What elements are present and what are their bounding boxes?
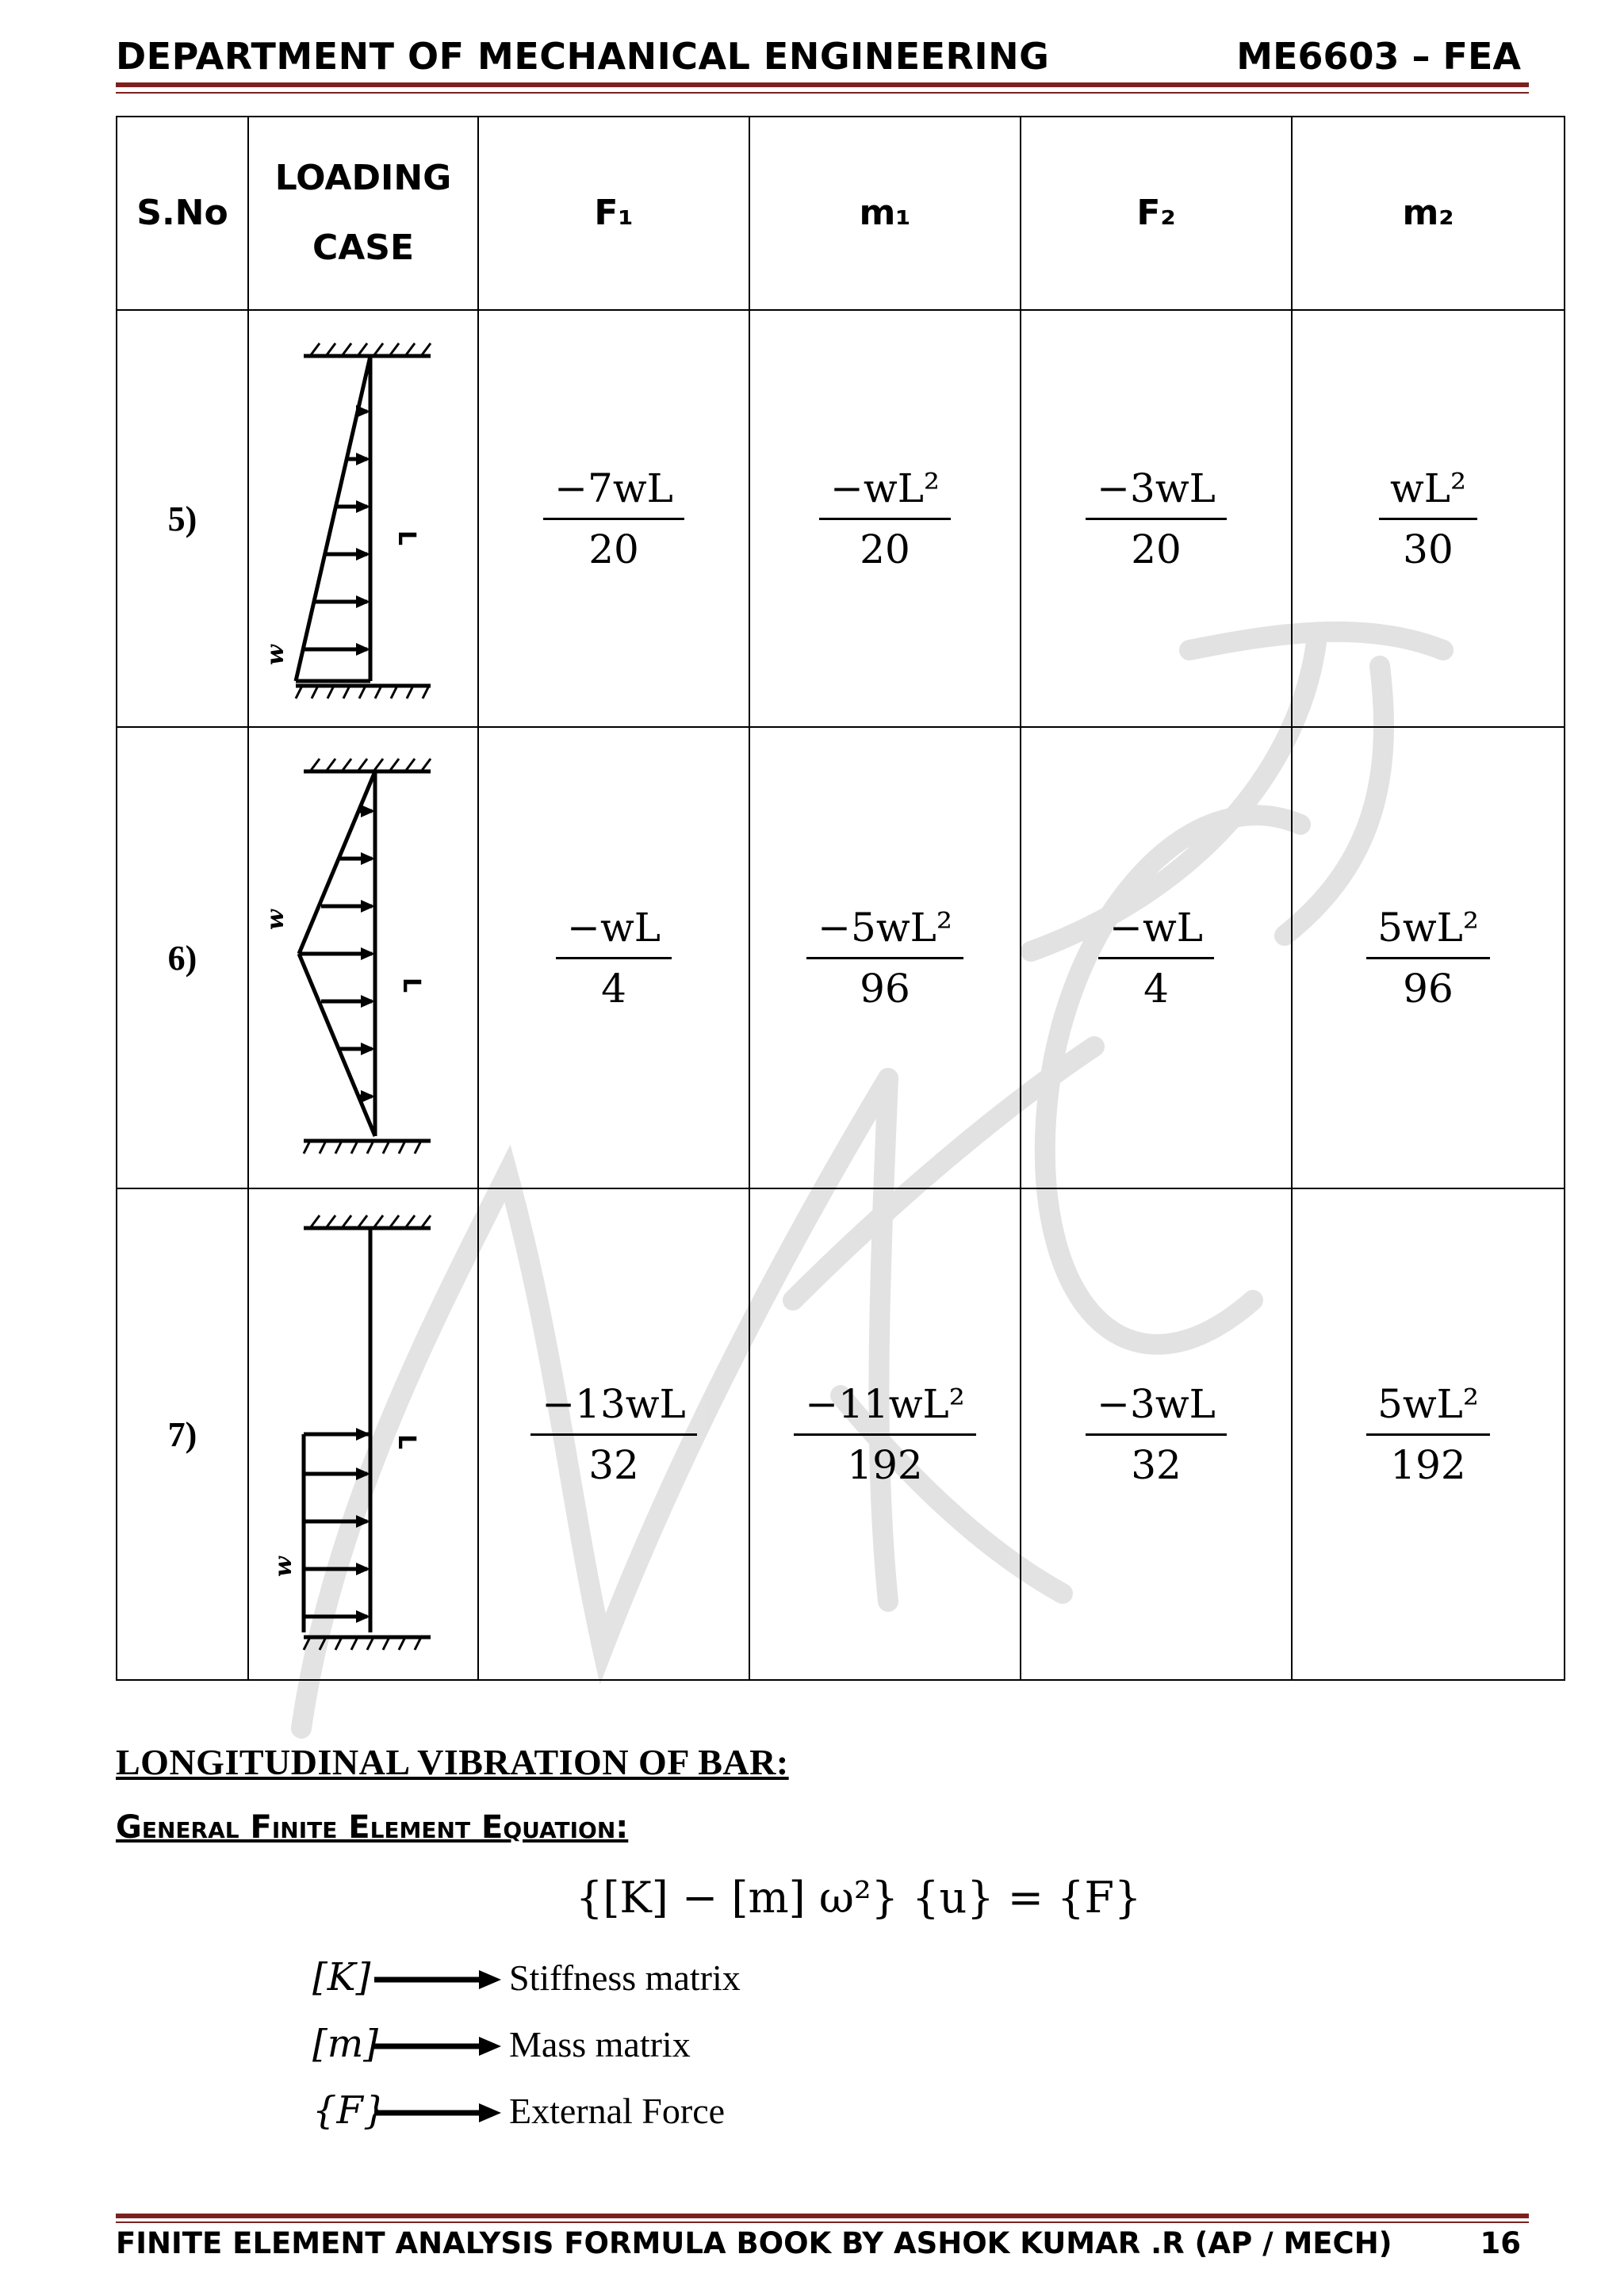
value-m2 bbox=[1292, 727, 1565, 1188]
header-m1: m₁ bbox=[749, 117, 1021, 310]
arrow-right-icon bbox=[374, 2034, 501, 2058]
f1-denominator: 4 bbox=[601, 965, 626, 1012]
value-m1 bbox=[749, 310, 1021, 727]
f1-numerator: −wL bbox=[556, 905, 672, 959]
footer-rule-thin bbox=[116, 2221, 1529, 2223]
department-title: DEPARTMENT OF MECHANICAL ENGINEERING bbox=[116, 35, 1050, 78]
row-sno: 5) bbox=[117, 310, 248, 727]
value-f2 bbox=[1021, 1188, 1292, 1680]
f2-numerator: −3wL bbox=[1086, 465, 1227, 520]
loading-diagram-triangular bbox=[248, 310, 478, 727]
f2-denominator: 20 bbox=[1131, 526, 1182, 572]
header-case: CASE bbox=[312, 228, 415, 268]
footer-text: FINITE ELEMENT ANALYSIS FORMULA BOOK BY ASHOK KUMAR .R (AP / MECH) bbox=[116, 2226, 1392, 2260]
value-m2 bbox=[1292, 1188, 1565, 1680]
table-row bbox=[117, 727, 1565, 1188]
m1-numerator: −wL² bbox=[819, 465, 951, 520]
length-l-label: L bbox=[393, 530, 420, 546]
legend-symbol: [m] bbox=[312, 2022, 378, 2066]
f1-denominator: 32 bbox=[588, 1441, 639, 1488]
header-f1: F₁ bbox=[478, 117, 749, 310]
value-f1 bbox=[478, 727, 749, 1188]
header-sno: S.No bbox=[117, 117, 248, 310]
legend-meaning: Mass matrix bbox=[509, 2024, 691, 2064]
triangular-load-figure bbox=[262, 332, 454, 705]
m1-numerator: −5wL² bbox=[806, 905, 963, 959]
f2-numerator: −wL bbox=[1098, 905, 1214, 959]
load-w-label: w bbox=[262, 645, 289, 665]
section-subheading-general-fe-equation: General Finite Element Equation: bbox=[116, 1809, 629, 1846]
arrow-right-icon bbox=[374, 2101, 501, 2125]
m2-numerator: 5wL² bbox=[1366, 1381, 1490, 1436]
course-code: ME6603 – FEA bbox=[1236, 35, 1521, 78]
loading-diagram-partial-uniform bbox=[248, 1188, 478, 1680]
legend-symbol: {F} bbox=[312, 2088, 388, 2133]
legend-meaning: External Force bbox=[509, 2091, 726, 2131]
page-number: 16 bbox=[1480, 2226, 1521, 2260]
m2-denominator: 30 bbox=[1403, 526, 1454, 572]
f2-denominator: 4 bbox=[1143, 965, 1169, 1012]
symmetric-triangular-load-figure bbox=[262, 748, 454, 1168]
load-w-label: w bbox=[262, 909, 289, 930]
fe-equation: {[K] − [m] ω²} {u} = {F} bbox=[576, 1873, 1142, 1923]
header-rule-thin bbox=[116, 92, 1529, 94]
table-row bbox=[117, 310, 1565, 727]
fixed-end-loads-table bbox=[116, 116, 1565, 1681]
page-header bbox=[116, 32, 1521, 87]
m1-denominator: 20 bbox=[860, 526, 910, 572]
table-row bbox=[117, 1188, 1565, 1680]
header-m2: m₂ bbox=[1292, 117, 1565, 310]
m2-denominator: 96 bbox=[1403, 965, 1454, 1012]
value-f1 bbox=[478, 1188, 749, 1680]
value-m2 bbox=[1292, 310, 1565, 727]
table-header-row bbox=[117, 117, 1565, 310]
value-m1 bbox=[749, 1188, 1021, 1680]
legend-meaning: Stiffness matrix bbox=[509, 1957, 741, 1998]
header-loading: LOADING bbox=[274, 158, 452, 198]
row-sno: 6) bbox=[117, 727, 248, 1188]
m1-denominator: 96 bbox=[860, 965, 910, 1012]
load-w-label: w bbox=[270, 1556, 297, 1577]
footer-rule-thick bbox=[116, 2214, 1529, 2218]
m1-denominator: 192 bbox=[847, 1441, 923, 1488]
row-sno: 7) bbox=[117, 1188, 248, 1680]
header-rule-thick bbox=[116, 82, 1529, 87]
arrow-right-icon bbox=[374, 1968, 501, 1992]
page-footer bbox=[116, 2226, 1521, 2260]
f1-denominator: 20 bbox=[588, 526, 639, 572]
f2-denominator: 32 bbox=[1131, 1441, 1182, 1488]
length-l-label: L bbox=[393, 1434, 420, 1450]
f2-numerator: −3wL bbox=[1086, 1381, 1227, 1436]
section-heading-longitudinal-vibration: LONGITUDINAL VIBRATION OF BAR: bbox=[116, 1742, 789, 1782]
legend-symbol: [K] bbox=[312, 1955, 371, 1999]
f1-numerator: −7wL bbox=[543, 465, 684, 520]
m2-denominator: 192 bbox=[1390, 1441, 1466, 1488]
value-f2 bbox=[1021, 727, 1292, 1188]
loading-diagram-symmetric-triangular bbox=[248, 727, 478, 1188]
value-m1 bbox=[749, 727, 1021, 1188]
m1-numerator: −11wL² bbox=[794, 1381, 976, 1436]
value-f2 bbox=[1021, 310, 1292, 727]
m2-numerator: wL² bbox=[1379, 465, 1477, 520]
partial-uniform-load-figure bbox=[272, 1204, 454, 1664]
f1-numerator: −13wL bbox=[530, 1381, 697, 1436]
length-l-label: L bbox=[397, 978, 425, 993]
value-f1 bbox=[478, 310, 749, 727]
header-f2: F₂ bbox=[1021, 117, 1292, 310]
header-loading-case bbox=[248, 117, 478, 310]
m2-numerator: 5wL² bbox=[1366, 905, 1490, 959]
